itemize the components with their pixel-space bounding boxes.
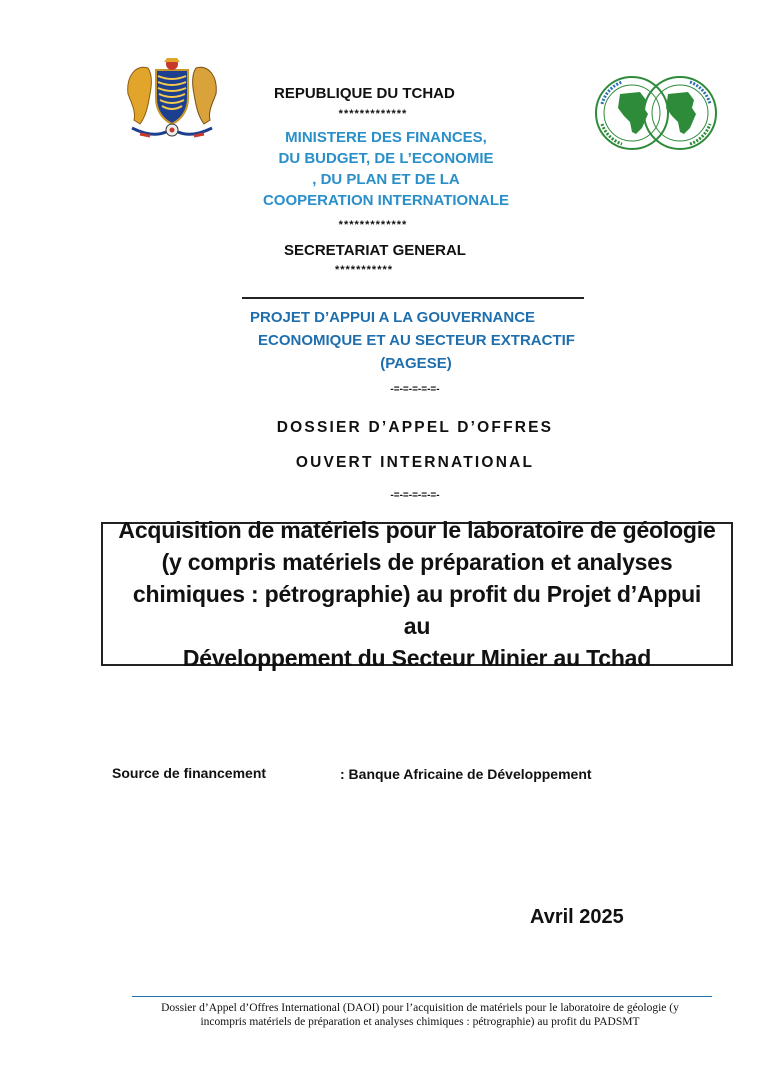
footer-rule xyxy=(132,996,712,997)
ministry-line-2: DU BUDGET, DE L’ECONOMIE xyxy=(278,150,494,167)
title-line-2: (y compris matériels de préparation et analyses xyxy=(161,549,673,575)
footer-line-1: Dossier d’Appel d’Offres International (DAOI) pour l’acquisition de matériels pour le laboratoire de géologie (y xyxy=(161,1002,679,1014)
footer-note xyxy=(110,1001,730,1029)
stars-divider: *********** xyxy=(334,264,394,276)
document-title xyxy=(117,514,717,674)
title-line-4: Développement du Secteur Minier au Tchad xyxy=(182,645,652,671)
african-development-bank-logo-icon xyxy=(592,74,720,152)
separator: -=-=-=-=-=- xyxy=(390,384,440,395)
footer-line-2: incompris matériels de préparation et analyses chimiques : pétrographie) au profit du PADSMT xyxy=(200,1016,640,1028)
separator: -=-=-=-=-=- xyxy=(390,490,440,501)
financing-label: Source de financement xyxy=(112,765,267,781)
title-line-3: chimiques : pétrographie) au profit du Projet d’Appui au xyxy=(132,581,702,639)
document-date: Avril 2025 xyxy=(530,906,624,928)
project-line-3: (PAGESE) xyxy=(380,355,452,372)
stars-divider: ************* xyxy=(338,219,408,231)
financing-value: : Banque Africaine de Développement xyxy=(340,766,592,782)
dossier-line-2: OUVERT INTERNATIONAL xyxy=(295,454,535,471)
title-box xyxy=(101,517,733,671)
project-line-1: PROJET D’APPUI A LA GOUVERNANCE xyxy=(250,309,536,326)
ministry-name xyxy=(236,127,536,211)
ministry-line-3: , DU PLAN ET DE LA xyxy=(312,171,460,188)
ministry-line-4: COOPERATION INTERNATIONALE xyxy=(262,192,510,209)
republic-heading: REPUBLIQUE DU TCHAD xyxy=(274,85,455,102)
horizontal-rule xyxy=(242,297,584,299)
stars-divider: ************* xyxy=(338,108,408,120)
secretariat-heading: SECRETARIAT GENERAL xyxy=(284,242,466,259)
project-name xyxy=(236,306,596,375)
dossier-line-1: DOSSIER D’APPEL D’OFFRES xyxy=(276,419,554,436)
project-line-2: ECONOMIQUE ET AU SECTEUR EXTRACTIF xyxy=(258,332,575,349)
title-line-1: Acquisition de matériels pour le laboratoire de géologie xyxy=(118,517,716,543)
chad-coat-of-arms-icon xyxy=(122,54,222,140)
ministry-line-1: MINISTERE DES FINANCES, xyxy=(285,129,487,146)
